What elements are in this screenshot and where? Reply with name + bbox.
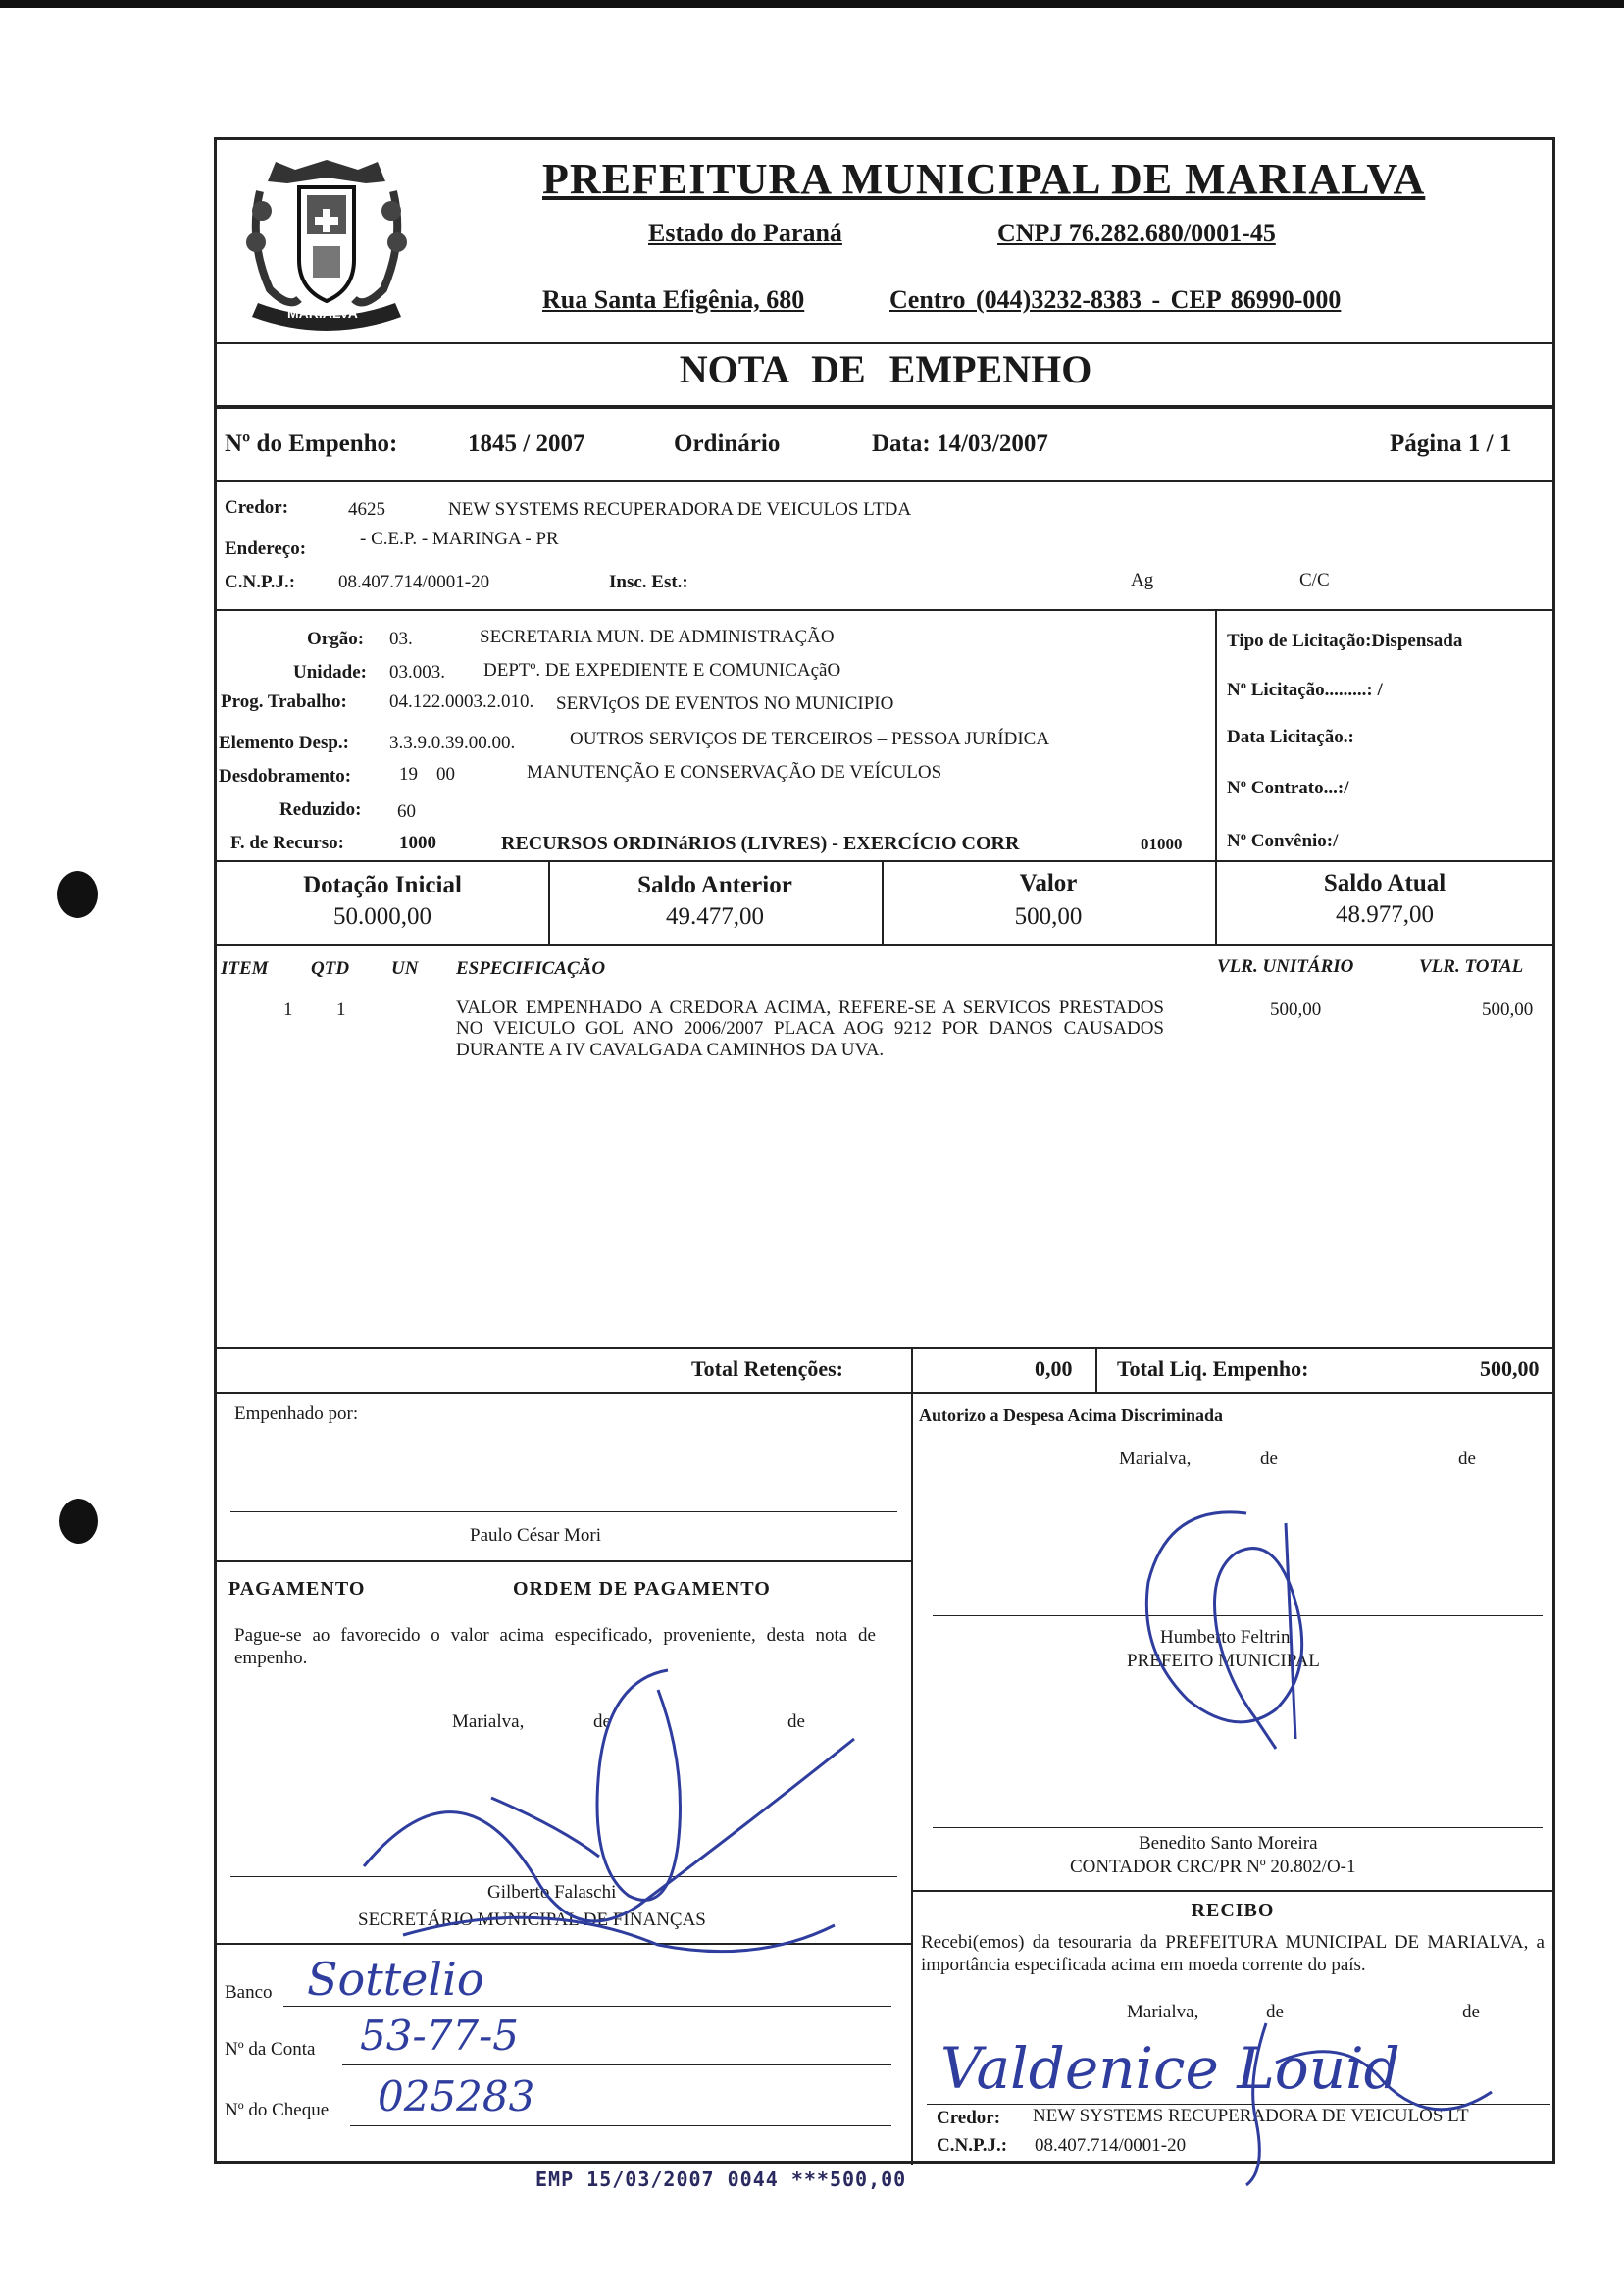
banco-handwritten: Sottelio [307, 1953, 484, 2006]
nota-empenho-form [214, 137, 1555, 2164]
orgao-label: Orgão: [307, 629, 365, 649]
empenhado-por-label: Empenhado por: [234, 1403, 359, 1424]
empenho-date: Data: 14/03/2007 [872, 431, 1048, 457]
conta-label: Nº da Conta [225, 2039, 316, 2060]
ordem-pagamento-label: ORDEM DE PAGAMENTO [513, 1578, 771, 1600]
autorizo-de-1: de [1260, 1449, 1278, 1469]
elemento-label: Elemento Desp.: [219, 733, 349, 753]
recibo-credor-value: NEW SYSTEMS RECUPERADORA DE VEICULOS LT [1033, 2106, 1469, 2126]
credor-name: NEW SYSTEMS RECUPERADORA DE VEICULOS LTDA [448, 499, 912, 520]
prog-trabalho-label: Prog. Trabalho: [221, 691, 347, 712]
ag-label: Ag [1131, 570, 1154, 590]
empenhado-por-name: Paulo César Mori [470, 1525, 602, 1546]
prog-trabalho-code: 04.122.0003.2.010. [389, 691, 534, 712]
prefeito-title: PREFEITO MUNICIPAL [1127, 1651, 1320, 1671]
recibo-cnpj-label: C.N.P.J.: [937, 2135, 1008, 2156]
secretario-title: SECRETÁRIO MUNICIPAL DE FINANÇAS [358, 1910, 706, 1930]
col-item-header: ITEM [221, 958, 269, 979]
recibo-credor-label: Credor: [937, 2108, 1001, 2128]
item-total-value: 500,00 [1482, 999, 1534, 1020]
recibo-de-2: de [1462, 2002, 1480, 2022]
header-state: Estado do Paraná [648, 219, 842, 247]
dotacao-inicial-value: 50.000,00 [333, 903, 431, 930]
recibo-cnpj-value: 08.407.714/0001-20 [1035, 2135, 1187, 2156]
fonte-recurso-desc: RECURSOS ORDINáRIOS (LIVRES) - EXERCÍCIO CORR [501, 833, 1020, 854]
secretario-name: Gilberto Falaschi [487, 1882, 617, 1903]
item-number: 1 [283, 999, 293, 1020]
data-licitacao: Data Licitação.: [1227, 727, 1354, 747]
total-retencoes-value: 0,00 [1035, 1356, 1073, 1381]
pagamento-de-1: de [593, 1711, 611, 1732]
prog-trabalho-desc: SERVIçOS DE EVENTOS NO MUNICIPIO [556, 693, 894, 714]
secretario-signature [344, 1651, 893, 1984]
numero-licitacao: Nº Licitação.........: / [1227, 680, 1383, 700]
cnpj-value: 08.407.714/0001-20 [338, 572, 490, 592]
crest-banner-text: MARIALVA [287, 305, 358, 321]
fonte-recurso-extra: 01000 [1141, 835, 1183, 853]
total-liquido-value: 500,00 [1480, 1356, 1540, 1381]
endereco-value: - C.E.P. - MARINGA - PR [360, 529, 559, 549]
pagamento-label: PAGAMENTO [228, 1578, 366, 1600]
mechanical-stamp: EMP 15/03/2007 0044 ***500,00 [535, 2167, 907, 2191]
credor-code: 4625 [348, 499, 385, 520]
recibo-signature: Valdenice Louid [940, 2035, 1400, 2102]
fonte-recurso-label: F. de Recurso: [230, 833, 344, 853]
punch-hole-top [57, 871, 98, 918]
elemento-desc: OUTROS SERVIÇOS DE TERCEIROS – PESSOA JURÍDICA [570, 729, 1050, 749]
valor-label: Valor [1019, 870, 1078, 896]
empenho-number: 1845 / 2007 [468, 431, 585, 457]
reduzido-label: Reduzido: [279, 799, 362, 820]
saldo-anterior-value: 49.477,00 [666, 903, 764, 930]
item-unit-value: 500,00 [1270, 999, 1322, 1020]
page-number: Página 1 / 1 [1390, 431, 1512, 457]
header-address: Rua Santa Efigênia, 680 [542, 285, 805, 314]
col-unit-header: VLR. UNITÁRIO [1217, 956, 1354, 977]
document-title: NOTA DE EMPENHO [679, 347, 1092, 391]
conta-handwritten: 53-77-5 [360, 2012, 519, 2060]
header-cnpj: CNPJ 76.282.680/0001-45 [997, 219, 1276, 247]
col-spec-header: ESPECIFICAÇÃO [456, 958, 606, 979]
desdobramento-code: 19 00 [399, 764, 455, 785]
dotacao-inicial-label: Dotação Inicial [303, 872, 462, 898]
pagamento-text: Pague-se ao favorecido o valor acima especificado, proveniente, desta nota de empenho. [234, 1625, 876, 1668]
contador-title: CONTADOR CRC/PR Nº 20.802/O-1 [1070, 1857, 1356, 1877]
total-liquido-label: Total Liq. Empenho: [1117, 1356, 1309, 1381]
empenho-type: Ordinário [674, 431, 781, 457]
endereco-label: Endereço: [225, 538, 307, 559]
banco-label: Banco [225, 1982, 273, 2003]
recibo-place: Marialva, [1127, 2002, 1199, 2022]
autorizo-label: Autorizo a Despesa Acima Discriminada [919, 1405, 1223, 1425]
cc-label: C/C [1299, 570, 1330, 590]
prefeito-name: Humberto Feltrin [1160, 1627, 1291, 1648]
scan-top-edge [0, 0, 1624, 8]
total-retencoes-label: Total Retenções: [691, 1356, 843, 1381]
autorizo-place: Marialva, [1119, 1449, 1192, 1469]
pagamento-place: Marialva, [452, 1711, 525, 1732]
reduzido-code: 60 [397, 801, 416, 822]
punch-hole-bottom [59, 1499, 98, 1544]
unidade-desc: DEPTº. DE EXPEDIENTE E COMUNICAçãO [483, 660, 841, 681]
orgao-code: 03. [389, 629, 413, 649]
contador-name: Benedito Santo Moreira [1139, 1833, 1318, 1854]
numero-contrato: Nº Contrato...:/ [1227, 778, 1349, 798]
unidade-label: Unidade: [293, 662, 367, 683]
item-specification: VALOR EMPENHADO A CREDORA ACIMA, REFERE-SE A SERVICOS PRESTADOS NO VEICULO GOL ANO 2006/2007 PLACA AOG 9212 POR DANOS CAUSADOS DURANTE A IV CAVALGADA CAMINHOS DA UVA. [456, 997, 1164, 1060]
orgao-desc: SECRETARIA MUN. DE ADMINISTRAÇÃO [480, 627, 835, 647]
pagamento-de-2: de [787, 1711, 805, 1732]
fonte-recurso-code: 1000 [399, 833, 436, 853]
elemento-code: 3.3.9.0.39.00.00. [389, 733, 516, 753]
tipo-licitacao: Tipo de Licitação:Dispensada [1227, 631, 1463, 651]
desdobramento-desc: MANUTENÇÃO E CONSERVAÇÃO DE VEÍCULOS [527, 762, 942, 783]
saldo-anterior-label: Saldo Anterior [637, 872, 792, 898]
header-address2: Centro (044)3232-8383 - CEP 86990-000 [889, 285, 1342, 314]
recibo-signature-stroke [1237, 2004, 1511, 2190]
recibo-title: RECIBO [1191, 1900, 1275, 1921]
saldo-atual-label: Saldo Atual [1323, 870, 1446, 896]
header-title: PREFEITURA MUNICIPAL DE MARIALVA [542, 155, 1426, 203]
cnpj-label: C.N.P.J.: [225, 572, 296, 592]
item-qtd: 1 [336, 999, 346, 1020]
numero-convenio: Nº Convênio:/ [1227, 831, 1339, 851]
prefeito-signature [1129, 1494, 1335, 1758]
unidade-code: 03.003. [389, 662, 445, 683]
saldo-atual-value: 48.977,00 [1336, 901, 1434, 928]
credor-label: Credor: [225, 497, 289, 518]
recibo-text: Recebi(emos) da tesouraria da PREFEITURA MUNICIPAL DE MARIALVA, a importância especificada acima em moeda corrente do país. [921, 1932, 1545, 1976]
cheque-handwritten: 025283 [378, 2072, 535, 2120]
cheque-label: Nº do Cheque [225, 2100, 330, 2120]
valor-value: 500,00 [1014, 903, 1083, 930]
recibo-de-1: de [1266, 2002, 1284, 2022]
empenho-number-label: Nº do Empenho: [225, 431, 398, 457]
desdobramento-label: Desdobramento: [219, 766, 352, 787]
col-un-header: UN [391, 958, 419, 979]
col-total-header: VLR. TOTAL [1419, 956, 1524, 977]
autorizo-de-2: de [1458, 1449, 1476, 1469]
insc-est-label: Insc. Est.: [609, 572, 688, 592]
col-qtd-header: QTD [311, 958, 350, 979]
